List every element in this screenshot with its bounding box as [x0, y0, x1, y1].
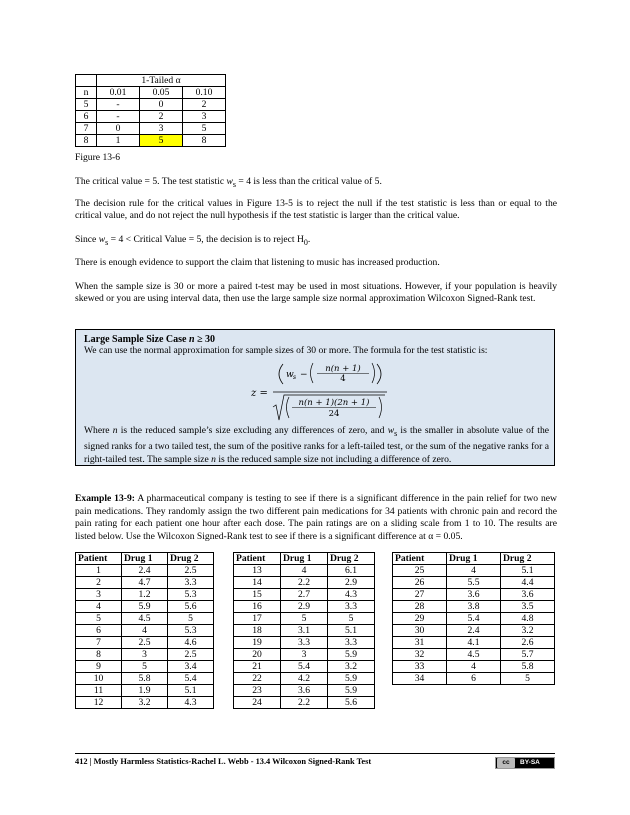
- cc-by-sa-license-icon: [495, 757, 555, 769]
- drug1-cell: 5: [281, 613, 328, 625]
- license-text: BY-SA: [520, 758, 540, 766]
- patient-cell: 22: [234, 673, 281, 685]
- drug1-cell: 3.6: [447, 589, 501, 601]
- table-row: [393, 661, 555, 673]
- alpha-header: 0.01: [97, 87, 140, 99]
- drug2-cell: 5.3: [168, 589, 214, 601]
- formula-paren: [311, 363, 314, 383]
- drug1-cell: 2.4: [122, 565, 168, 577]
- table-row: [234, 661, 375, 673]
- math-var: n: [211, 454, 216, 466]
- drug1-cell: 4: [447, 565, 501, 577]
- patient-cell: 30: [393, 625, 447, 637]
- drug2-cell: 3.2: [501, 625, 555, 637]
- patient-cell: 27: [393, 589, 447, 601]
- drug1-cell: 4.1: [447, 637, 501, 649]
- table-row: [234, 637, 375, 649]
- paragraph-critical-value: [75, 176, 557, 190]
- patient-cell: 23: [234, 685, 281, 697]
- drug1-cell: 4: [281, 565, 328, 577]
- table-row: [76, 673, 214, 685]
- drug1-cell: 3.2: [122, 697, 168, 709]
- drug2-cell: 5.6: [328, 697, 375, 709]
- drug2-cell: 5.1: [168, 685, 214, 697]
- paragraph-decision-rule: The decision rule for the critical values in Figure 13-5 is to reject the null if the test statistic is less than or equal to the critical value, and do not reject the null hypothesis if the test statistic is larger than the critical value.: [75, 198, 557, 222]
- math-subscript: s: [232, 179, 237, 189]
- patient-cell: 33: [393, 661, 447, 673]
- math-subscript: s: [105, 237, 109, 247]
- paragraph-decision: [75, 234, 557, 248]
- drug1-cell: 3.3: [281, 637, 328, 649]
- drug2-cell: 5: [168, 613, 214, 625]
- drug2-cell: 3.3: [328, 601, 375, 613]
- drug1-cell: 4.5: [122, 613, 168, 625]
- n-cell: 8: [76, 135, 97, 147]
- text-span: .: [307, 234, 311, 245]
- drug2-cell: 2.9: [328, 577, 375, 589]
- column-header: Drug 1: [281, 553, 328, 565]
- drug1-cell: 6: [447, 673, 501, 685]
- table-row: [234, 565, 375, 577]
- text-span: = 4 is less than the critical value of 5.: [236, 176, 382, 187]
- formula-ws: w: [286, 370, 294, 380]
- text-span: is the reduced sample’s size excluding any differences of zero, and: [117, 425, 388, 436]
- patient-cell: 34: [393, 673, 447, 685]
- patient-cell: 8: [76, 649, 122, 661]
- patient-cell: 32: [393, 649, 447, 661]
- value-cell: 8: [183, 135, 226, 147]
- patient-cell: 25: [393, 565, 447, 577]
- drug1-cell: 3: [122, 649, 168, 661]
- drug2-cell: 4.6: [168, 637, 214, 649]
- drug2-cell: 4.3: [328, 589, 375, 601]
- drug1-cell: 5.4: [447, 613, 501, 625]
- drug2-cell: 3.4: [168, 661, 214, 673]
- column-header: Patient: [393, 553, 447, 565]
- table-row: [393, 673, 555, 685]
- column-header: Drug 2: [168, 553, 214, 565]
- drug2-cell: 5.6: [168, 601, 214, 613]
- drug1-cell: 4: [122, 625, 168, 637]
- column-header: Drug 1: [447, 553, 501, 565]
- paragraph-conclusion: There is enough evidence to support the claim that listening to music has increased production.: [75, 257, 440, 268]
- patient-cell: 29: [393, 613, 447, 625]
- table-row: [234, 697, 375, 709]
- patient-cell: 1: [76, 565, 122, 577]
- table-row: [234, 589, 375, 601]
- drug1-cell: 5.5: [447, 577, 501, 589]
- text-span: is the smaller in absolute value of the signed ranks for a two tailed test, the sum of the positive ranks for a left-tailed test, or the sum of the negative ranks for a right-tailed test. The sample size: [84, 425, 550, 466]
- drug2-cell: 3.2: [328, 661, 375, 673]
- table-row: [234, 577, 375, 589]
- table-row: [393, 565, 555, 577]
- table-row: [76, 99, 226, 111]
- drug1-cell: 5: [122, 661, 168, 673]
- patient-cell: 3: [76, 589, 122, 601]
- table-row: [393, 613, 555, 625]
- value-cell: 3: [183, 111, 226, 123]
- table-row: [393, 589, 555, 601]
- value-cell: 1: [97, 135, 140, 147]
- table-row: [76, 625, 214, 637]
- text-span: Large Sample Size Case: [84, 334, 189, 345]
- n-cell: 7: [76, 123, 97, 135]
- text-span: Where: [84, 425, 113, 436]
- table-row: [234, 601, 375, 613]
- drug1-cell: 5.4: [281, 661, 328, 673]
- patient-cell: 6: [76, 625, 122, 637]
- drug1-cell: 1.2: [122, 589, 168, 601]
- drug1-cell: 2.7: [281, 589, 328, 601]
- formula-den-bot: 24: [328, 409, 340, 419]
- drug2-cell: 2.5: [168, 565, 214, 577]
- figure-caption: Figure 13-6: [75, 152, 121, 163]
- formula-num-top: n(n + 1): [325, 364, 361, 374]
- patient-cell: 31: [393, 637, 447, 649]
- drug2-cell: 5.8: [501, 661, 555, 673]
- patient-cell: 11: [76, 685, 122, 697]
- patient-table-3: [392, 552, 555, 685]
- drug2-cell: 5.1: [501, 565, 555, 577]
- highlighted-critical-value: 5: [140, 135, 183, 147]
- value-cell: 0: [140, 99, 183, 111]
- patient-cell: 24: [234, 697, 281, 709]
- table-row: [393, 625, 555, 637]
- math-subscript: s: [394, 428, 398, 438]
- drug1-cell: 3.6: [281, 685, 328, 697]
- drug2-cell: 5.7: [501, 649, 555, 661]
- patient-cell: 9: [76, 661, 122, 673]
- drug1-cell: 4.7: [122, 577, 168, 589]
- table-corner: [76, 75, 97, 87]
- table-row: [76, 637, 214, 649]
- drug1-cell: 3.1: [281, 625, 328, 637]
- column-header: Patient: [76, 553, 122, 565]
- patient-cell: 12: [76, 697, 122, 709]
- value-cell: -: [97, 99, 140, 111]
- table-row: [76, 565, 214, 577]
- drug1-cell: 4.5: [447, 649, 501, 661]
- tail-header: 1-Tailed α: [97, 75, 226, 87]
- table-row: [393, 649, 555, 661]
- table-row: [234, 625, 375, 637]
- patient-cell: 13: [234, 565, 281, 577]
- table-row: [76, 601, 214, 613]
- drug1-cell: 3: [281, 649, 328, 661]
- table-row: [393, 601, 555, 613]
- drug2-cell: 2.5: [168, 649, 214, 661]
- math-var: n: [112, 425, 118, 436]
- drug2-cell: 4.4: [501, 577, 555, 589]
- table-row: [76, 123, 226, 135]
- table-row: [76, 135, 226, 147]
- drug1-cell: 2.9: [281, 601, 328, 613]
- footer-rule: [75, 753, 555, 754]
- formula-paren: [379, 397, 382, 418]
- drug2-cell: 5.9: [328, 649, 375, 661]
- drug1-cell: 3.8: [447, 601, 501, 613]
- alpha-header: 0.10: [183, 87, 226, 99]
- drug2-cell: 5: [328, 613, 375, 625]
- patient-table-2: [233, 552, 375, 709]
- table-row: [234, 685, 375, 697]
- drug1-cell: 4.2: [281, 673, 328, 685]
- column-header: Patient: [234, 553, 281, 565]
- alpha-header: 0.05: [140, 87, 183, 99]
- patient-cell: 17: [234, 613, 281, 625]
- drug2-cell: 4.8: [501, 613, 555, 625]
- table-row: [76, 685, 214, 697]
- patient-cell: 4: [76, 601, 122, 613]
- formula-paren: [377, 364, 381, 384]
- drug2-cell: 6.1: [328, 565, 375, 577]
- text-span: = 4 < Critical Value = 5, the decision is to reject H: [108, 234, 304, 245]
- drug2-cell: 3.5: [501, 601, 555, 613]
- patient-cell: 26: [393, 577, 447, 589]
- table-row: [234, 613, 375, 625]
- patient-cell: 18: [234, 625, 281, 637]
- math-var: n: [189, 334, 195, 345]
- patient-cell: 21: [234, 661, 281, 673]
- formula-ws-sub: s: [293, 374, 297, 381]
- value-cell: 3: [140, 123, 183, 135]
- text-span: is the reduced sample size not including a difference of zero.: [215, 454, 452, 466]
- formula-num-bot: 4: [340, 374, 346, 384]
- example-label: Example 13-9:: [75, 493, 135, 504]
- math-var: w: [387, 425, 395, 436]
- box-explanation: [84, 424, 549, 467]
- math-var: w: [226, 176, 233, 187]
- table-row: [76, 613, 214, 625]
- large-sample-box: [75, 329, 555, 466]
- column-header: Drug 1: [122, 553, 168, 565]
- drug2-cell: 5.4: [168, 673, 214, 685]
- patient-cell: 16: [234, 601, 281, 613]
- drug2-cell: 2.6: [501, 637, 555, 649]
- table-row: [234, 649, 375, 661]
- table-row: [76, 577, 214, 589]
- value-cell: 0: [97, 123, 140, 135]
- value-cell: 5: [183, 123, 226, 135]
- patient-cell: 28: [393, 601, 447, 613]
- patient-cell: 14: [234, 577, 281, 589]
- patient-cell: 7: [76, 637, 122, 649]
- patient-cell: 19: [234, 637, 281, 649]
- cc-badge: cc: [497, 758, 515, 768]
- table-row: [76, 661, 214, 673]
- drug2-cell: 4.3: [168, 697, 214, 709]
- patient-cell: 15: [234, 589, 281, 601]
- drug1-cell: 5.8: [122, 673, 168, 685]
- patient-cell: 20: [234, 649, 281, 661]
- text-span: The critical value = 5. The test statistic: [75, 176, 227, 187]
- box-intro: We can use the normal approximation for sample sizes of 30 or more. The formula for the test statistic is:: [84, 345, 488, 356]
- patient-cell: 2: [76, 577, 122, 589]
- table-row: [393, 577, 555, 589]
- example-text: A pharmaceutical company is testing to see if there is a significant difference in the pain relief for two new pain medications. They randomly assign the two different pain medications for 34 patients with chronic pain and record the pain rating for each patient one hour after each dose. The pain ratings are on a sliding scale from 1 to 10. The results are listed below. Use the Wilcoxon Signed-Rank test to see if there is a significant difference at α = 0.05.: [75, 493, 557, 542]
- drug1-cell: 2.4: [447, 625, 501, 637]
- drug2-cell: 5.9: [328, 685, 375, 697]
- formula-paren: [372, 363, 375, 383]
- value-cell: 2: [140, 111, 183, 123]
- n-cell: 5: [76, 99, 97, 111]
- drug1-cell: 2.5: [122, 637, 168, 649]
- table-row: [76, 111, 226, 123]
- drug1-cell: 2.2: [281, 577, 328, 589]
- drug2-cell: 3.6: [501, 589, 555, 601]
- drug2-cell: 5.1: [328, 625, 375, 637]
- drug2-cell: 5.3: [168, 625, 214, 637]
- math-subscript: 0: [303, 237, 308, 247]
- drug1-cell: 2.2: [281, 697, 328, 709]
- n-cell: 6: [76, 111, 97, 123]
- drug2-cell: 3.3: [328, 637, 375, 649]
- text-span: ≥ 30: [194, 334, 216, 345]
- formula-z: z =: [251, 388, 268, 399]
- formula-paren: [287, 397, 290, 418]
- patient-cell: 10: [76, 673, 122, 685]
- drug2-cell: 5: [501, 673, 555, 685]
- drug2-cell: 5.9: [328, 673, 375, 685]
- table-row: [76, 589, 214, 601]
- text-span: Since: [75, 234, 99, 245]
- n-header: n: [76, 87, 97, 99]
- math-var: w: [98, 234, 106, 245]
- patient-table-1: [75, 552, 214, 709]
- table-row: [393, 637, 555, 649]
- drug1-cell: 4: [447, 661, 501, 673]
- example-paragraph: [75, 493, 557, 544]
- column-header: Drug 2: [328, 553, 375, 565]
- critical-value-table: [75, 74, 226, 147]
- formula-den-top: n(n + 1)(2n + 1): [298, 398, 370, 408]
- drug1-cell: 1.9: [122, 685, 168, 697]
- paragraph-large-sample: When the sample size is 30 or more a paired t-test may be used in most situations. However, if your population is heavily skewed or you are using interval data, then use the large sample size normal approximation Wilcoxon Signed-Rank test.: [75, 281, 557, 305]
- test-statistic-formula: [251, 360, 391, 424]
- drug1-cell: 5.9: [122, 601, 168, 613]
- page-footer: 412 | Mostly Harmless Statistics-Rachel L. Webb - 13.4 Wilcoxon Signed-Rank Test: [75, 757, 372, 766]
- column-header: Drug 2: [501, 553, 555, 565]
- value-cell: 2: [183, 99, 226, 111]
- value-cell: -: [97, 111, 140, 123]
- drug2-cell: 3.3: [168, 577, 214, 589]
- table-row: [76, 649, 214, 661]
- table-row: [234, 673, 375, 685]
- formula-minus: −: [300, 370, 308, 380]
- table-row: [76, 697, 214, 709]
- formula-paren: [279, 364, 283, 384]
- patient-cell: 5: [76, 613, 122, 625]
